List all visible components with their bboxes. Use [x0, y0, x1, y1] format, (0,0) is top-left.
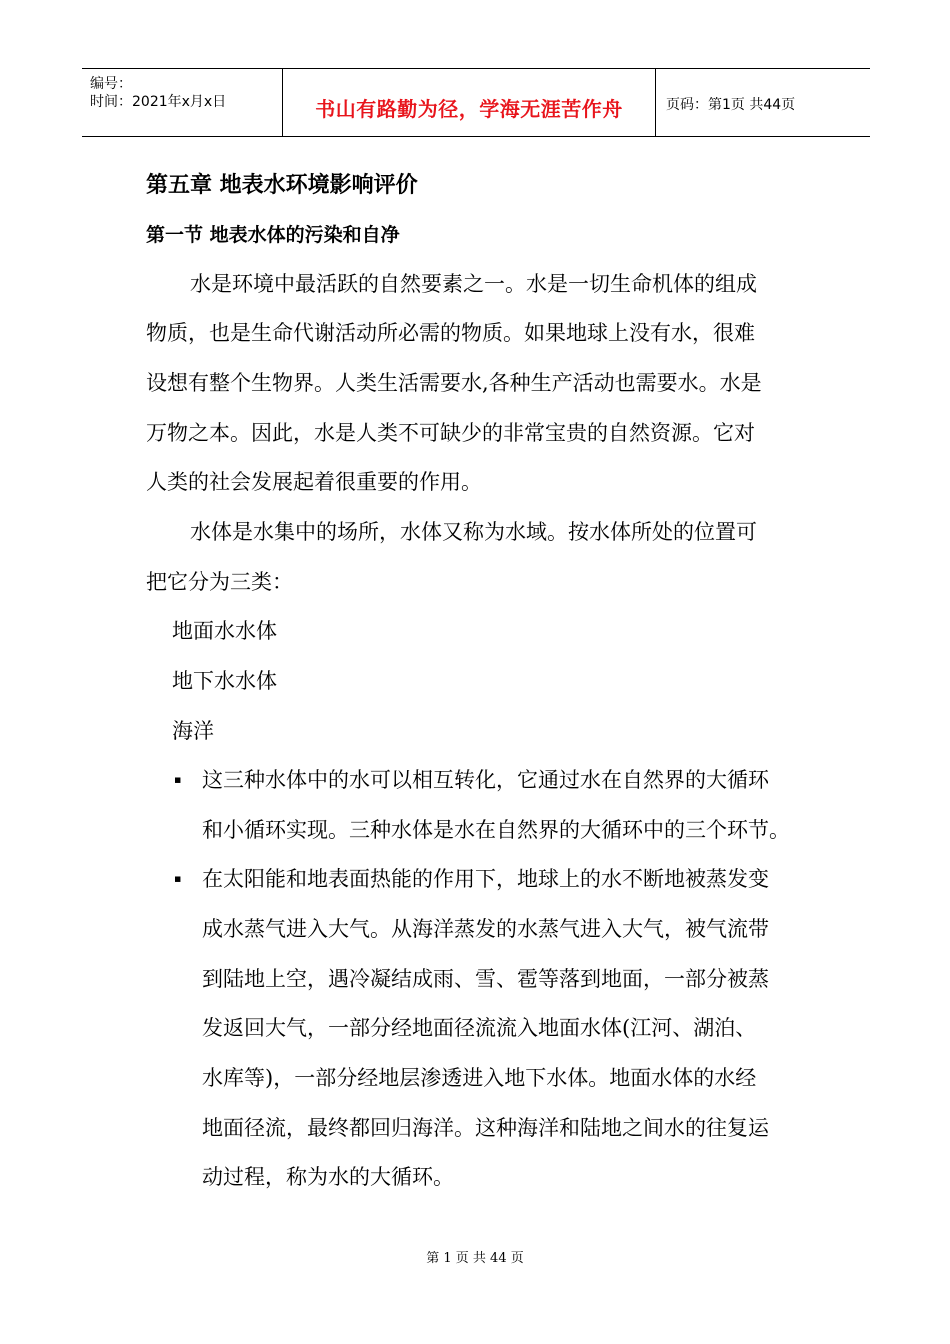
chapter-title: 第五章 地表水环境影响评价	[146, 173, 418, 198]
header-page-label: 页码：第1页 共44页	[666, 97, 796, 113]
bullet-icon: ▪	[174, 773, 182, 786]
list-item: 地面水水体	[172, 619, 277, 643]
header-meta-cell	[82, 69, 283, 136]
page-footer: 第 1 页 共 44 页	[426, 1251, 524, 1266]
bullet-line: 到陆地上空，遇冷凝结成雨、雪、雹等落到地面，一部分被蒸	[202, 967, 769, 991]
header-page-cell	[656, 69, 870, 136]
bullet-line: 发返回大气，一部分经地面径流流入地面水体(江河、湖泊、	[202, 1016, 757, 1040]
header-motto: 书山有路勤为径，学海无涯苦作舟	[315, 97, 623, 121]
paragraph-line: 人类的社会发展起着很重要的作用。	[146, 470, 482, 494]
paragraph-line: 把它分为三类：	[146, 570, 293, 594]
bullet-line: 和小循环实现。三种水体是水在自然界的大循环中的三个环节。	[202, 818, 790, 842]
page-header	[82, 68, 870, 137]
bullet-icon: ▪	[174, 872, 182, 885]
paragraph-line: 物质，也是生命代谢活动所必需的物质。如果地球上没有水，很难	[146, 321, 755, 345]
bullet-line: 地面径流，最终都回归海洋。这种海洋和陆地之间水的往复运	[202, 1116, 769, 1140]
paragraph-line: 水体是水集中的场所，水体又称为水域。按水体所处的位置可	[190, 520, 757, 544]
list-item: 海洋	[172, 719, 214, 743]
document-date-label: 时间：2021年x月x日	[90, 94, 227, 110]
list-item: 地下水水体	[172, 669, 277, 693]
header-motto-cell	[283, 69, 656, 136]
bullet-line: 动过程，称为水的大循环。	[202, 1165, 454, 1189]
paragraph-line: 设想有整个生物界。人类生活需要水,各种生产活动也需要水。水是	[146, 371, 762, 395]
document-number-label: 编号：	[90, 76, 132, 92]
bullet-line: 水库等)，一部分经地层渗透进入地下水体。地面水体的水经	[202, 1066, 757, 1090]
bullet-line: 这三种水体中的水可以相互转化，它通过水在自然界的大循环	[202, 768, 769, 792]
paragraph-line: 水是环境中最活跃的自然要素之一。水是一切生命机体的组成	[190, 272, 757, 296]
bullet-line: 成水蒸气进入大气。从海洋蒸发的水蒸气进入大气，被气流带	[202, 917, 769, 941]
paragraph-line: 万物之本。因此，水是人类不可缺少的非常宝贵的自然资源。它对	[146, 421, 755, 445]
bullet-line: 在太阳能和地表面热能的作用下，地球上的水不断地被蒸发变	[202, 867, 769, 891]
section-title: 第一节 地表水体的污染和自净	[146, 224, 400, 246]
